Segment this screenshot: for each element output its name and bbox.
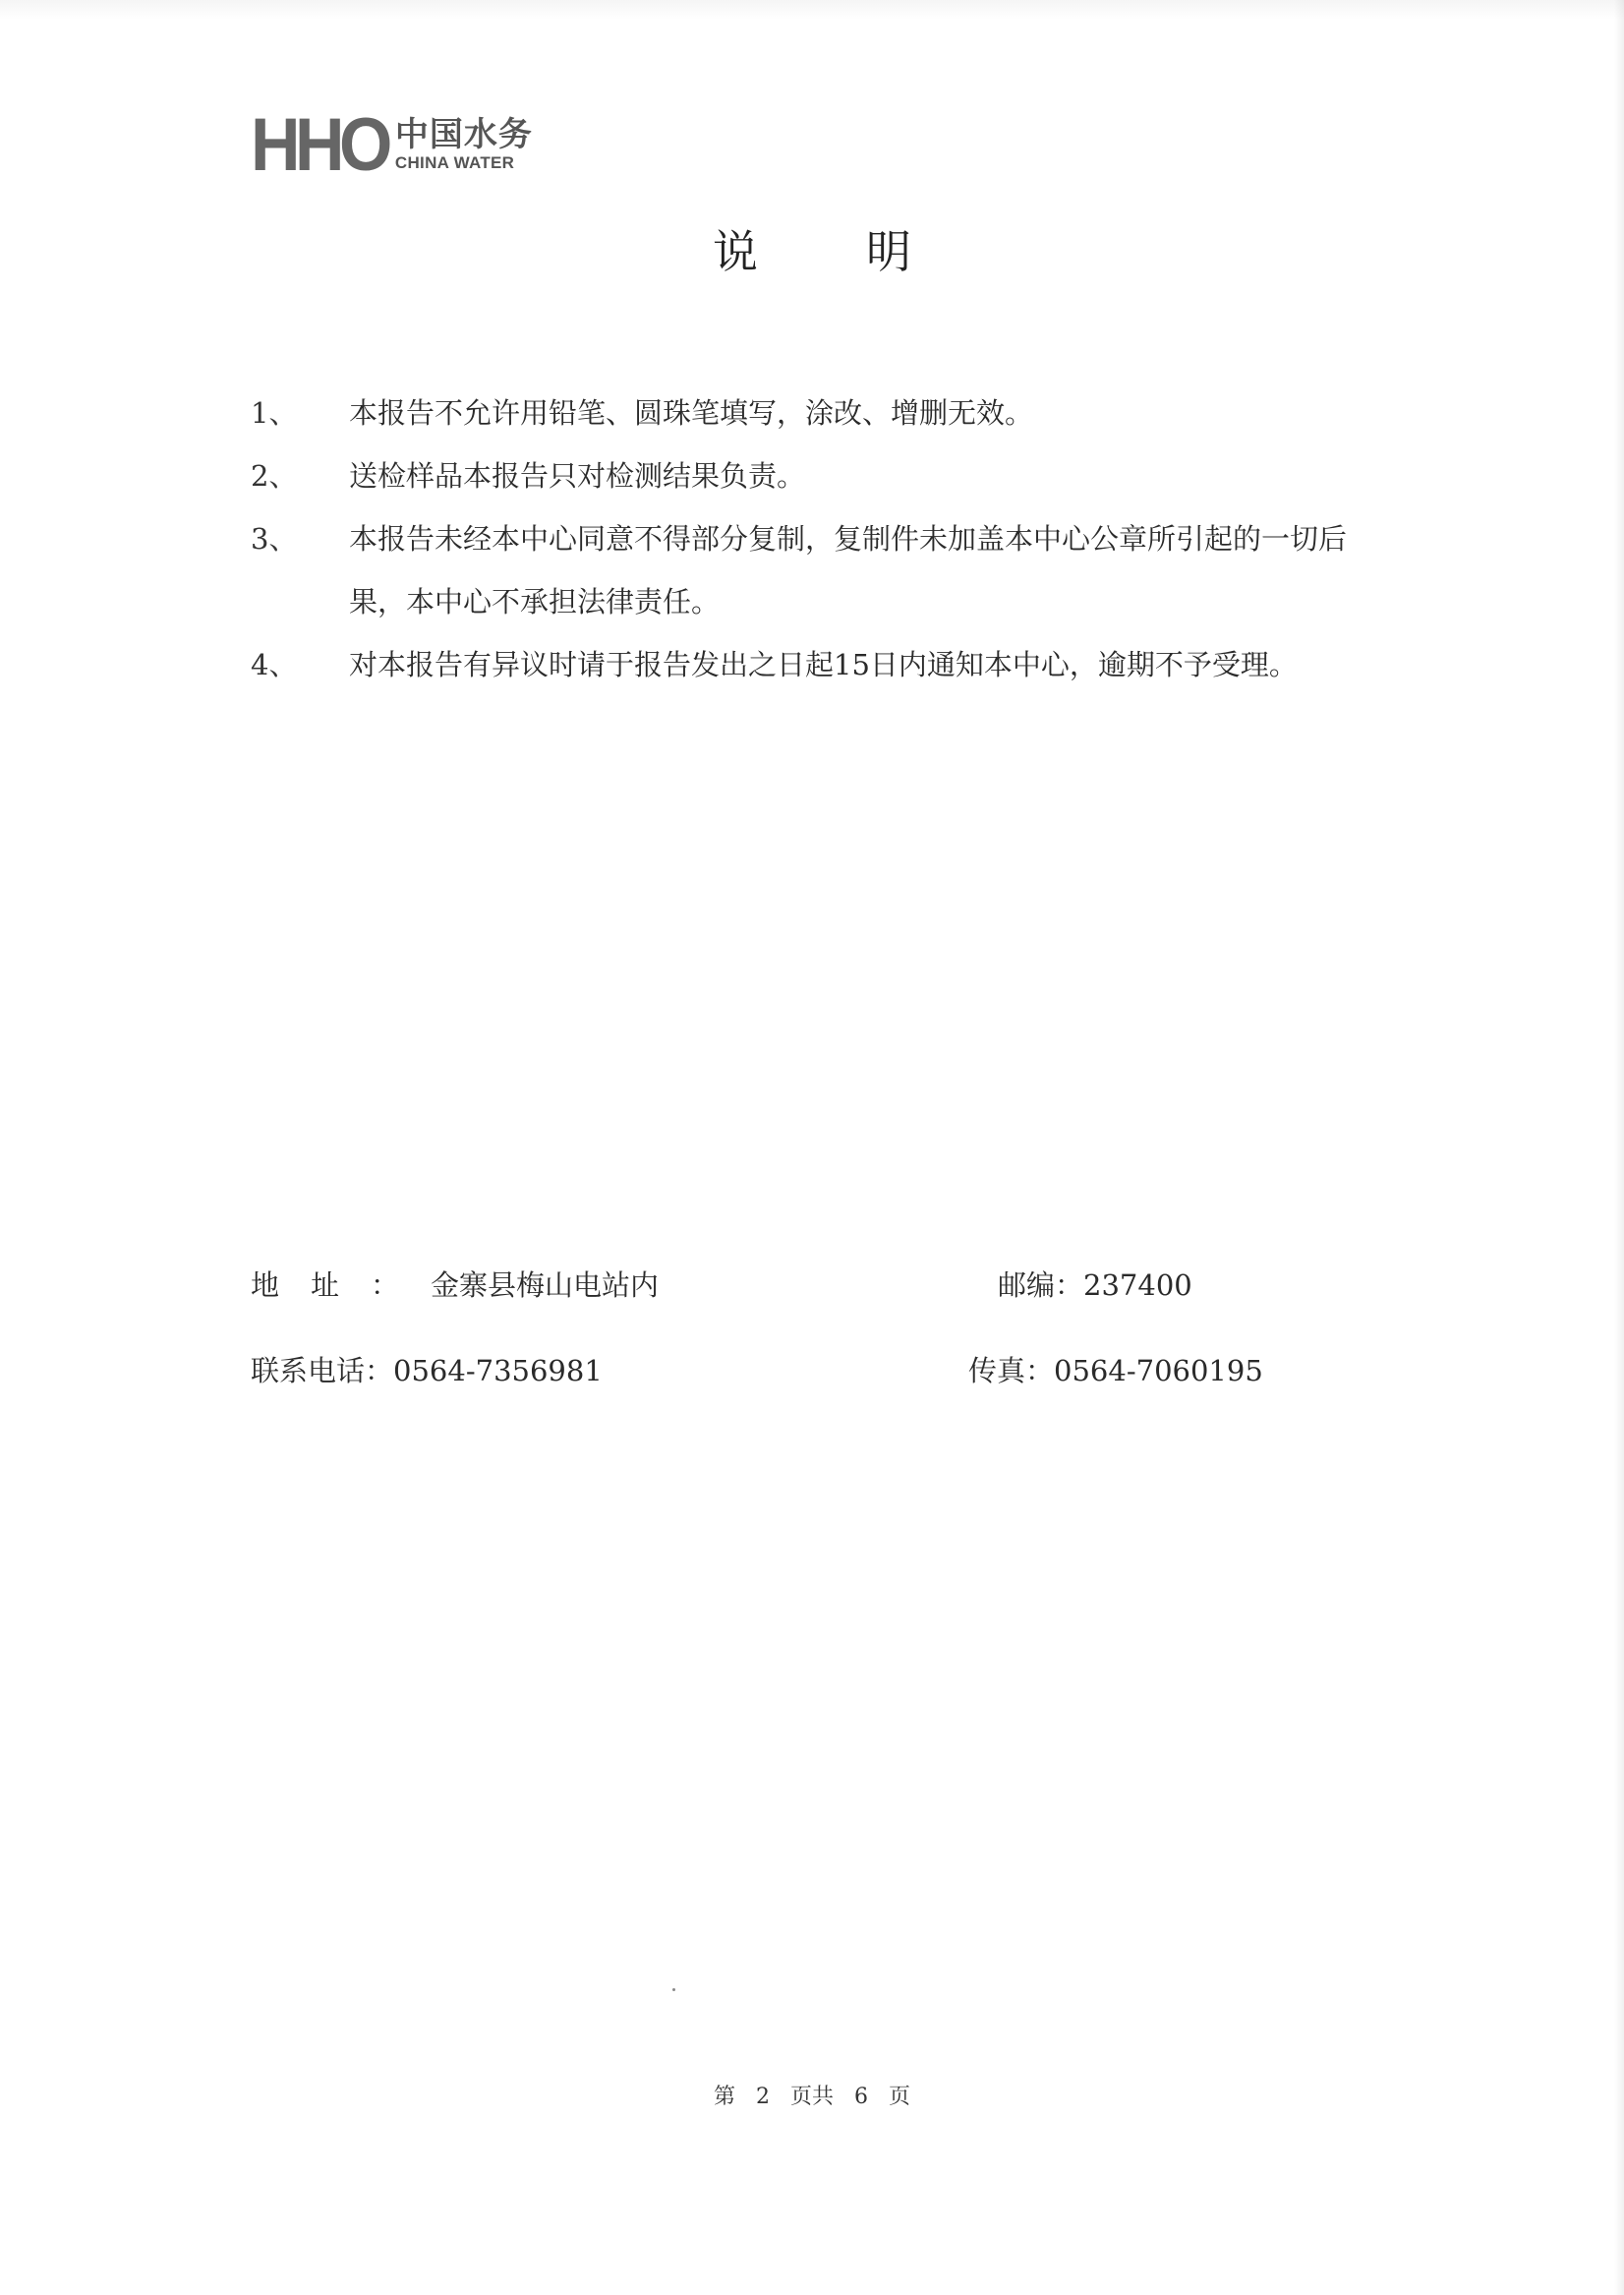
page-mid: 页共	[789, 2085, 834, 2109]
note-text: 本报告未经本中心同意不得部分复制，复制件未加盖本中心公章所引起的一切后果，本中心不承担法律责任。	[349, 522, 1348, 618]
logo-name-en: CHINA WATER	[394, 153, 515, 173]
note-number: 3、	[251, 522, 298, 556]
contact-row-address	[251, 1264, 1381, 1304]
postcode	[998, 1264, 1192, 1304]
note-item	[251, 633, 1381, 696]
address-label: 地址：	[251, 1268, 432, 1302]
note-text: 送检样品本报告只对检测结果负责。	[349, 459, 806, 493]
scan-shadow-right	[1614, 0, 1624, 2295]
note-number: 1、	[251, 396, 298, 430]
page-suffix: 页	[889, 2085, 911, 2109]
postcode-label: 邮编：	[998, 1268, 1084, 1302]
note-item	[251, 382, 1381, 444]
fax-value: 0564-7060195	[1054, 1354, 1263, 1387]
phone-label: 联系电话：	[251, 1354, 394, 1387]
notes-list	[251, 382, 1381, 696]
scan-shadow-top	[0, 0, 1624, 20]
logo-text	[394, 115, 533, 173]
address	[251, 1264, 998, 1304]
address-value: 金寨县梅山电站内	[431, 1268, 660, 1302]
logo-mark: HHO	[251, 103, 387, 187]
page-number-footer	[0, 2080, 1624, 2110]
company-logo	[251, 103, 533, 187]
note-item	[251, 444, 1381, 507]
note-item	[251, 507, 1381, 633]
phone-value: 0564-7356981	[393, 1354, 603, 1387]
note-text: 对本报告有异议时请于报告发出之日起15日内通知本中心，逾期不予受理。	[349, 648, 1298, 681]
note-number: 4、	[251, 648, 298, 681]
logo-name-cn: 中国水务	[394, 115, 533, 155]
fax	[968, 1349, 1263, 1389]
page-title: 说明	[713, 225, 1019, 278]
fax-label: 传真：	[968, 1354, 1055, 1387]
contact-row-phone	[251, 1349, 1381, 1389]
page-current: 2	[755, 2085, 770, 2109]
phone	[251, 1349, 968, 1389]
page-total: 6	[854, 2085, 868, 2109]
page-prefix: 第	[713, 2085, 735, 2109]
note-text: 本报告不允许用铅笔、圆珠笔填写，涂改、增删无效。	[349, 396, 1034, 430]
scan-speck	[672, 1988, 675, 1991]
note-number: 2、	[251, 459, 298, 493]
postcode-value: 237400	[1083, 1268, 1192, 1302]
